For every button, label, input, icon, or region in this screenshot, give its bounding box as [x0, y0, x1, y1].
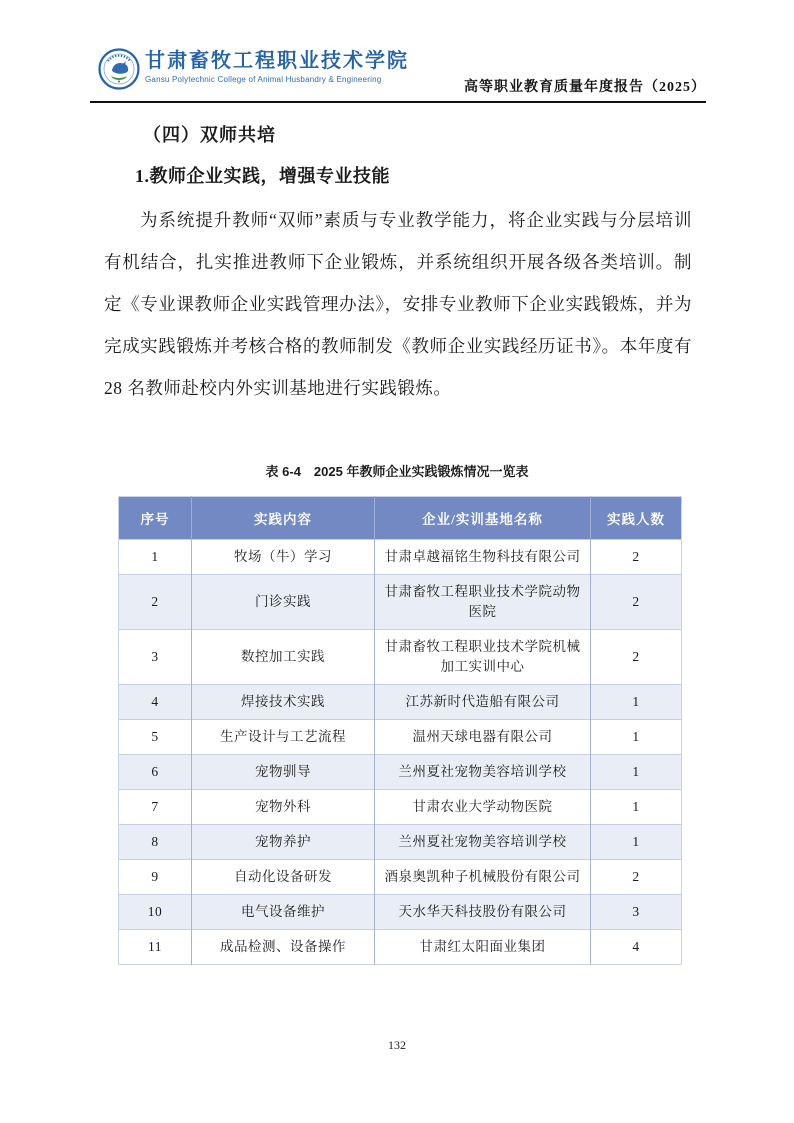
table-cell: 自动化设备研发	[192, 860, 375, 895]
table-cell: 甘肃卓越福铭生物科技有限公司	[375, 540, 591, 575]
table-cell: 4	[119, 685, 192, 720]
table-cell: 甘肃畜牧工程职业技术学院动物医院	[375, 575, 591, 630]
table-row	[119, 720, 682, 755]
table-cell: 焊接技术实践	[192, 685, 375, 720]
table-cell: 牧场（牛）学习	[192, 540, 375, 575]
college-name-en: Gansu Polytechnic College of Animal Husbandry & Engineering	[145, 75, 382, 84]
table-cell: 6	[119, 755, 192, 790]
table-body	[119, 540, 682, 965]
table-cell: 2	[591, 860, 682, 895]
table-cell: 数控加工实践	[192, 630, 375, 685]
table-caption: 表 6-4 2025 年教师企业实践锻炼情况一览表	[265, 464, 529, 479]
page-number: 132	[388, 1038, 406, 1052]
table-row	[119, 930, 682, 965]
table-row	[119, 825, 682, 860]
sub-heading: 1.教师企业实践，增强专业技能	[135, 166, 390, 186]
report-title: 高等职业教育质量年度报告（2025）	[464, 80, 706, 95]
table-cell: 4	[591, 930, 682, 965]
table-cell: 宠物驯导	[192, 755, 375, 790]
table-cell: 2	[119, 575, 192, 630]
college-name-block	[145, 48, 409, 84]
table-cell: 成品检测、设备操作	[192, 930, 375, 965]
table-cell: 1	[591, 790, 682, 825]
table-cell: 甘肃红太阳面业集团	[375, 930, 591, 965]
page-header	[90, 44, 706, 102]
table-cell: 2	[591, 630, 682, 685]
table-cell: 温州天球电器有限公司	[375, 720, 591, 755]
table-row	[119, 790, 682, 825]
table-row	[119, 895, 682, 930]
table-cell: 2	[591, 540, 682, 575]
table-cell: 宠物外科	[192, 790, 375, 825]
table-row	[119, 755, 682, 790]
college-name-zh: 甘肃畜牧工程职业技术学院	[145, 50, 409, 72]
table-cell: 酒泉奥凯种子机械股份有限公司	[375, 860, 591, 895]
table-cell: 3	[119, 630, 192, 685]
table-cell: 2	[591, 575, 682, 630]
col-header-index: 序号	[119, 497, 192, 540]
college-seal-icon	[98, 48, 140, 90]
table-cell: 天水华天科技股份有限公司	[375, 895, 591, 930]
table-row	[119, 860, 682, 895]
table-cell: 7	[119, 790, 192, 825]
table-row	[119, 630, 682, 685]
table-cell: 甘肃农业大学动物医院	[375, 790, 591, 825]
table-cell: 1	[591, 825, 682, 860]
table-cell: 8	[119, 825, 192, 860]
table-cell: 电气设备维护	[192, 895, 375, 930]
college-logo	[98, 48, 409, 90]
practice-table	[118, 496, 682, 965]
table-header-row	[119, 497, 682, 540]
table-cell: 兰州夏社宠物美容培训学校	[375, 755, 591, 790]
col-header-count: 实践人数	[591, 497, 682, 540]
table-cell: 1	[119, 540, 192, 575]
table-cell: 1	[591, 755, 682, 790]
col-header-base: 企业/实训基地名称	[375, 497, 591, 540]
table-cell: 3	[591, 895, 682, 930]
table-cell: 1	[591, 720, 682, 755]
table-row	[119, 575, 682, 630]
table-cell: 江苏新时代造船有限公司	[375, 685, 591, 720]
body-paragraph: 为系统提升教师“双师”素质与专业教学能力，将企业实践与分层培训有机结合，扎实推进教师下企业锻炼，并系统组织开展各级各类培训。制定《专业课教师企业实践管理办法》，安排专业教师下企业实践锻炼，并为完成实践锻炼并考核合格的教师制发《教师企业实践经历证书》。本年度有 28 名教师赴校内外实训基地进行实践锻炼。	[104, 210, 692, 398]
table-cell: 1	[591, 685, 682, 720]
table-row	[119, 540, 682, 575]
table-cell: 甘肃畜牧工程职业技术学院机械加工实训中心	[375, 630, 591, 685]
col-header-content: 实践内容	[192, 497, 375, 540]
table-cell: 9	[119, 860, 192, 895]
header-divider	[90, 101, 706, 103]
table-cell: 10	[119, 895, 192, 930]
table-cell: 宠物养护	[192, 825, 375, 860]
table-row	[119, 685, 682, 720]
table-cell: 5	[119, 720, 192, 755]
table-cell: 生产设计与工艺流程	[192, 720, 375, 755]
section-heading: （四）双师共培	[143, 125, 276, 145]
table-cell: 11	[119, 930, 192, 965]
table-cell: 门诊实践	[192, 575, 375, 630]
table-cell: 兰州夏社宠物美容培训学校	[375, 825, 591, 860]
